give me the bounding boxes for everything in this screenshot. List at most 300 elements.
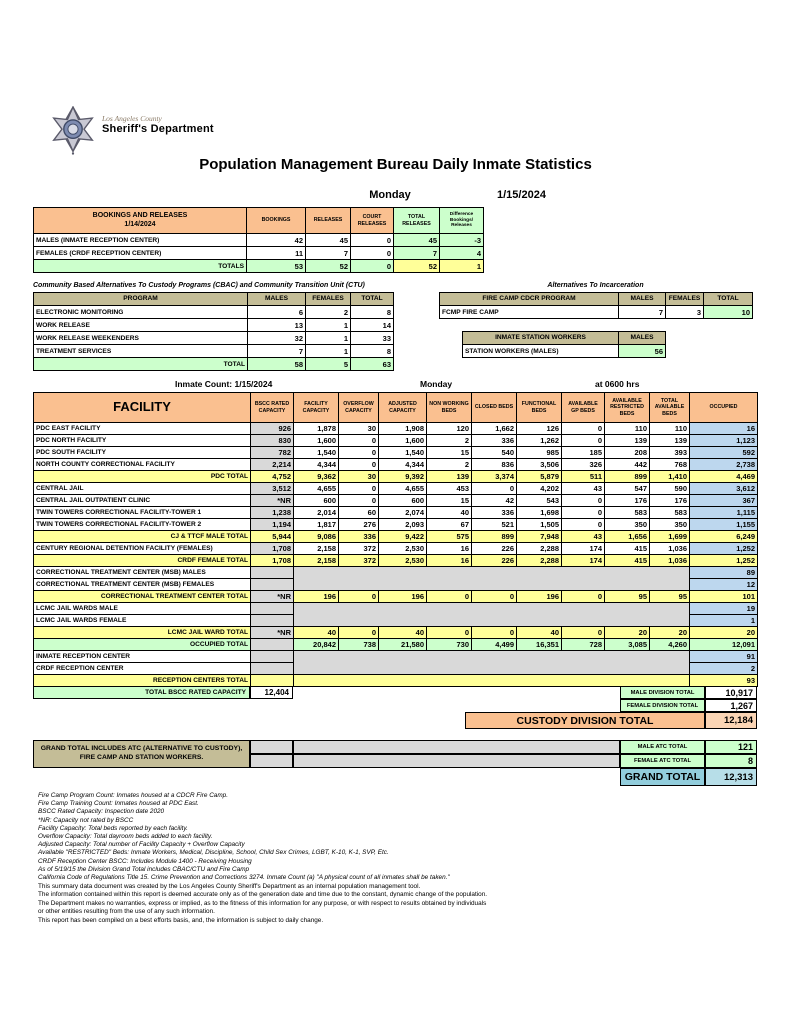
cell: INMATE RECEPTION CENTER: [34, 651, 251, 663]
cell: CENTRAL JAIL OUTPATIENT CLINIC: [34, 495, 251, 507]
cell: 60: [339, 507, 379, 519]
cell: 32: [248, 332, 306, 345]
col-functional-beds: FUNCTIONAL BEDS: [517, 393, 562, 423]
cell: 30: [339, 423, 379, 435]
cell: 1,708: [251, 543, 294, 555]
col-available-gp-beds: AVAILABLE GP BEDS: [562, 393, 605, 423]
station-workers-row-label: STATION WORKERS (MALES): [463, 345, 619, 358]
table-row: [34, 531, 758, 543]
disclaimer-line: This report has been compiled on a best efforts basis, and, the information is subject to daily change.: [38, 916, 324, 924]
table-row: [34, 543, 758, 555]
cell: 120: [427, 423, 472, 435]
cell: 0: [562, 495, 605, 507]
cell: 0: [562, 519, 605, 531]
spacer-cell: [293, 740, 620, 754]
cell: 326: [562, 459, 605, 471]
cell: 4,469: [690, 471, 758, 483]
col-total: TOTAL: [704, 293, 753, 306]
cell: TREATMENT SERVICES: [34, 345, 248, 358]
division-totals-section: [33, 686, 757, 734]
facility-table: [33, 392, 758, 687]
cell: 45: [306, 234, 351, 247]
cell: 63: [351, 358, 394, 371]
cell: 6,249: [690, 531, 758, 543]
cell: 1: [306, 319, 351, 332]
cell: 0: [562, 435, 605, 447]
cell: 5,879: [517, 471, 562, 483]
table-row: [34, 234, 484, 247]
cell: CORRECTIONAL TREATMENT CENTER (MSB) FEMALES: [34, 579, 251, 591]
cell: 43: [562, 531, 605, 543]
cell: NORTH COUNTY CORRECTIONAL FACILITY: [34, 459, 251, 471]
cell: 208: [605, 447, 650, 459]
bscc-total-value: 12,404: [250, 686, 293, 699]
female-atc-total-value: 8: [705, 754, 757, 768]
cell: 196: [379, 591, 427, 603]
cell: 7: [619, 306, 666, 319]
cell: 575: [427, 531, 472, 543]
cell: [294, 663, 690, 675]
cell: 12: [690, 579, 758, 591]
cell: 0: [339, 627, 379, 639]
col-overflow-capacity: OVERFLOW CAPACITY: [339, 393, 379, 423]
cell: 14: [351, 319, 394, 332]
cell: 93: [690, 675, 758, 687]
col-facility: FACILITY: [34, 393, 251, 423]
cell: 56: [619, 345, 666, 358]
cell: 0: [562, 423, 605, 435]
disclaimer-line: The information contained within this report is deemed accurate only as of the generation date and time due to the constant, dynamic change of the population.: [38, 891, 488, 899]
cell: 126: [517, 423, 562, 435]
cell: 30: [339, 471, 379, 483]
cell: 442: [605, 459, 650, 471]
col-total-available-beds: TOTAL AVAILABLE BEDS: [650, 393, 690, 423]
cell: 730: [427, 639, 472, 651]
col-total-releases: TOTAL RELEASES: [394, 208, 440, 234]
cell: 8: [351, 306, 394, 319]
male-atc-total-label: MALE ATC TOTAL: [620, 740, 705, 754]
cell: [251, 675, 294, 687]
cell: 226: [472, 543, 517, 555]
cell: 45: [394, 234, 440, 247]
footnote-line: CRDF Reception Center BSCC: Includes Module 1400 - Receiving Housing: [38, 857, 252, 865]
cell: 1,708: [251, 555, 294, 567]
cell: 0: [339, 459, 379, 471]
cell: 20,842: [294, 639, 339, 651]
cell: 728: [562, 639, 605, 651]
bookings-header-title: BOOKINGS AND RELEASES 1/14/2024: [34, 208, 247, 234]
cell: 40: [517, 627, 562, 639]
col-adjusted-capacity: ADJUSTED CAPACITY: [379, 393, 427, 423]
cell: 4,344: [294, 459, 339, 471]
cell: [251, 651, 294, 663]
cell: 3,374: [472, 471, 517, 483]
cell: 42: [247, 234, 306, 247]
cell: 21,580: [379, 639, 427, 651]
cell: 2,093: [379, 519, 427, 531]
cell: 110: [605, 423, 650, 435]
table-row: [34, 567, 758, 579]
cell: 20: [605, 627, 650, 639]
custody-division-total-label: CUSTODY DIVISION TOTAL: [465, 712, 705, 729]
table-row: [34, 651, 758, 663]
cell: [251, 615, 294, 627]
cell: 226: [472, 555, 517, 567]
table-row: [34, 675, 758, 687]
table-row: [34, 603, 758, 615]
col-males: MALES: [619, 293, 666, 306]
cell: 782: [251, 447, 294, 459]
cell: 16: [690, 423, 758, 435]
col-station-workers: INMATE STATION WORKERS: [463, 332, 619, 345]
col-facility-capacity: FACILITY CAPACITY: [294, 393, 339, 423]
cell: 1: [690, 615, 758, 627]
cell: 174: [562, 543, 605, 555]
grand-total-section: [33, 740, 757, 790]
cell: 3: [666, 306, 704, 319]
cell: 196: [517, 591, 562, 603]
male-division-total-label: MALE DIVISION TOTAL: [620, 686, 705, 699]
table-row: [34, 519, 758, 531]
cell: CENTURY REGIONAL DETENTION FACILITY (FEMALES): [34, 543, 251, 555]
fire-camp-row-label: FCMP FIRE CAMP: [440, 306, 619, 319]
table-row: [34, 332, 394, 345]
cell: 9,086: [294, 531, 339, 543]
male-division-total-value: 10,917: [705, 686, 757, 699]
cell: 1,656: [605, 531, 650, 543]
cell: 196: [294, 591, 339, 603]
cell: [251, 579, 294, 591]
cell: 16: [427, 543, 472, 555]
cell: 3,512: [251, 483, 294, 495]
cell: 16: [427, 555, 472, 567]
cell: 336: [472, 435, 517, 447]
cell: 2,158: [294, 543, 339, 555]
cell: 2,530: [379, 555, 427, 567]
cbac-section: [33, 282, 393, 371]
cell: 372: [339, 555, 379, 567]
cell: 415: [605, 555, 650, 567]
cell: 393: [650, 447, 690, 459]
cell: 372: [339, 543, 379, 555]
cell: 2,014: [294, 507, 339, 519]
cell: 540: [472, 447, 517, 459]
cell: [294, 579, 690, 591]
cell: 2: [690, 663, 758, 675]
cell: 4,655: [379, 483, 427, 495]
cell: 3,506: [517, 459, 562, 471]
cell: PDC NORTH FACILITY: [34, 435, 251, 447]
cell: 139: [427, 471, 472, 483]
cell: 350: [650, 519, 690, 531]
cell: 0: [339, 483, 379, 495]
cbac-title: Community Based Alternatives To Custody Programs (CBAC) and Community Transition Unit (CTU): [33, 282, 365, 289]
footnote-line: Overflow Capacity: Total dayroom beds added to each facility.: [38, 833, 213, 841]
cell: [251, 639, 294, 651]
col-total: TOTAL: [351, 293, 394, 306]
cell: 1,817: [294, 519, 339, 531]
table-row: [34, 459, 758, 471]
cell: -3: [440, 234, 484, 247]
disclaimer: [38, 883, 487, 925]
col-releases: RELEASES: [306, 208, 351, 234]
cell: 4,260: [650, 639, 690, 651]
footnote-line: Available "RESTRICTED" Beds: Inmate Workers, Medical, Discipline, School, Child Sex Crimes, LGBT, K-10, K-1, SVP, Etc.: [38, 849, 389, 857]
col-closed-beds: CLOSED BEDS: [472, 393, 517, 423]
logo-county-text: Los Angeles County: [102, 114, 162, 123]
logo-department-text: Sheriff's Department: [102, 123, 214, 135]
cell: 2,288: [517, 555, 562, 567]
cell: 33: [351, 332, 394, 345]
col-available-restricted-beds: AVAILABLE RESTRICTED BEDS: [605, 393, 650, 423]
cell: 0: [562, 507, 605, 519]
cell: 1: [306, 332, 351, 345]
cell: 1,600: [294, 435, 339, 447]
cell: 16,351: [517, 639, 562, 651]
cell: 7: [306, 247, 351, 260]
cell: 0: [427, 627, 472, 639]
cell: 1,194: [251, 519, 294, 531]
footnotes: [38, 792, 450, 882]
cell: 40: [379, 627, 427, 639]
cell: 15: [427, 495, 472, 507]
cell: [294, 615, 690, 627]
cell: 1,115: [690, 507, 758, 519]
cell: 521: [472, 519, 517, 531]
cell: 583: [605, 507, 650, 519]
cell: 1,036: [650, 555, 690, 567]
cell: 768: [650, 459, 690, 471]
table-row: [34, 591, 758, 603]
inmate-count-label: Inmate Count: 1/15/2024: [175, 379, 273, 389]
cell: 2,158: [294, 555, 339, 567]
cell: 95: [650, 591, 690, 603]
table-row: [34, 495, 758, 507]
agency-logo: [50, 106, 214, 156]
table-row: [34, 471, 758, 483]
cell: 0: [472, 483, 517, 495]
grand-total-note: GRAND TOTAL INCLUDES ATC (ALTERNATIVE TO CUSTODY), FIRE CAMP AND STATION WORKERS.: [33, 740, 250, 768]
col-court-releases: COURT RELEASES: [351, 208, 394, 234]
cell: 52: [394, 260, 440, 273]
spacer-cell: [250, 740, 293, 754]
cell: 336: [472, 507, 517, 519]
table-row: [34, 663, 758, 675]
cell: 1,252: [690, 555, 758, 567]
cell: 0: [562, 591, 605, 603]
cell: WORK RELEASE: [34, 319, 248, 332]
cell: 1,123: [690, 435, 758, 447]
footnote-line: Fire Camp Training Count: Inmates housed at PDC East.: [38, 800, 199, 808]
cell: 3,612: [690, 483, 758, 495]
cell: 1,505: [517, 519, 562, 531]
footnote-line: Fire Camp Program Count: Inmates housed at a CDCR Fire Camp.: [38, 792, 229, 799]
cell: 899: [605, 471, 650, 483]
cell: 20: [690, 627, 758, 639]
page-title: Population Management Bureau Daily Inmate Statistics: [199, 156, 592, 173]
cell: 1,036: [650, 543, 690, 555]
cell: 899: [472, 531, 517, 543]
cell: 2: [427, 435, 472, 447]
cell: 0: [339, 447, 379, 459]
alternatives-title: Alternatives To Incarceration: [547, 282, 644, 289]
cell: FEMALES (CRDF RECEPTION CENTER): [34, 247, 247, 260]
cell: 2,530: [379, 543, 427, 555]
cell: 176: [605, 495, 650, 507]
cell: [294, 603, 690, 615]
cell: 4,344: [379, 459, 427, 471]
cell: 0: [351, 234, 394, 247]
cell: 590: [650, 483, 690, 495]
cell: 1,699: [650, 531, 690, 543]
cell: 0: [427, 591, 472, 603]
female-division-total-label: FEMALE DIVISION TOTAL: [620, 699, 705, 712]
cell: 91: [690, 651, 758, 663]
cell: 2,288: [517, 543, 562, 555]
cell: 7,948: [517, 531, 562, 543]
cell: 139: [605, 435, 650, 447]
cell: 43: [562, 483, 605, 495]
cell: 11: [247, 247, 306, 260]
cell: *NR: [251, 627, 294, 639]
col-females: FEMALES: [306, 293, 351, 306]
cell: 139: [650, 435, 690, 447]
cell: 4,202: [517, 483, 562, 495]
table-row: [34, 247, 484, 260]
cell: 2,214: [251, 459, 294, 471]
col-males: MALES: [619, 332, 666, 345]
male-atc-total-value: 121: [705, 740, 757, 754]
footnote-line: Facility Capacity: Total beds reported by each facility.: [38, 824, 188, 832]
cell: PDC EAST FACILITY: [34, 423, 251, 435]
cell: WORK RELEASE WEEKENDERS: [34, 332, 248, 345]
cell: 0: [562, 627, 605, 639]
cell: [294, 567, 690, 579]
cell: 1,410: [650, 471, 690, 483]
cell: RECEPTION CENTERS TOTAL: [34, 675, 251, 687]
cell: 42: [472, 495, 517, 507]
cell: CENTRAL JAIL: [34, 483, 251, 495]
disclaimer-line: or other entities resulting from the use of any such information.: [38, 908, 215, 916]
cell: 0: [339, 591, 379, 603]
table-row: [34, 423, 758, 435]
disclaimer-line: The Department makes no warranties, express or implied, as to the fitness of this information for any purpose, or with respect to results obtained by individuals: [38, 899, 487, 907]
cell: 53: [247, 260, 306, 273]
cell: 40: [294, 627, 339, 639]
grand-total-value: 12,313: [705, 768, 757, 786]
cell: 926: [251, 423, 294, 435]
cell: 15: [427, 447, 472, 459]
cell: 6: [248, 306, 306, 319]
cell: 0: [351, 260, 394, 273]
cell: 10: [704, 306, 753, 319]
col-females: FEMALES: [666, 293, 704, 306]
cell: PDC SOUTH FACILITY: [34, 447, 251, 459]
cell: 0: [351, 247, 394, 260]
cell: OCCUPIED TOTAL: [34, 639, 251, 651]
inmate-count-time: at 0600 hrs: [595, 379, 640, 389]
table-row: [34, 435, 758, 447]
cell: [294, 651, 690, 663]
footnote-line: Adjusted Capacity: Total number of Facility Capacity + Overflow Capacity: [38, 841, 245, 849]
cell: 1,908: [379, 423, 427, 435]
col-bookings: BOOKINGS: [247, 208, 306, 234]
cell: 1,698: [517, 507, 562, 519]
table-row: [34, 579, 758, 591]
spacer-cell: [250, 754, 293, 768]
cell: CRDF RECEPTION CENTER: [34, 663, 251, 675]
cell: 367: [690, 495, 758, 507]
cell: 0: [339, 435, 379, 447]
cell: 2,074: [379, 507, 427, 519]
table-row: [34, 319, 394, 332]
cell: *NR: [251, 495, 294, 507]
female-division-total-value: 1,267: [705, 699, 757, 712]
cell: 350: [605, 519, 650, 531]
cell: 58: [248, 358, 306, 371]
col-bscc-rated-capacity: BSCC RATED CAPACITY: [251, 393, 294, 423]
cell: LCMC JAIL WARDS FEMALE: [34, 615, 251, 627]
cell: 2: [306, 306, 351, 319]
table-row: [34, 639, 758, 651]
cell: 5: [306, 358, 351, 371]
col-non-working-beds: NON WORKING BEDS: [427, 393, 472, 423]
cell: 3,085: [605, 639, 650, 651]
cell: 52: [306, 260, 351, 273]
cell: 592: [690, 447, 758, 459]
cell: PDC TOTAL: [34, 471, 251, 483]
cell: 547: [605, 483, 650, 495]
cell: MALES (INMATE RECEPTION CENTER): [34, 234, 247, 247]
sheriff-star-icon: [50, 106, 96, 156]
cell: 415: [605, 543, 650, 555]
table-row: [34, 345, 394, 358]
alternatives-section: [439, 282, 757, 358]
cell: [294, 675, 690, 687]
cell: 543: [517, 495, 562, 507]
female-atc-total-label: FEMALE ATC TOTAL: [620, 754, 705, 768]
cell: 9,422: [379, 531, 427, 543]
table-row: [34, 447, 758, 459]
bscc-total-label: TOTAL BSCC RATED CAPACITY: [33, 686, 250, 699]
cell: 1,878: [294, 423, 339, 435]
cell: 2,738: [690, 459, 758, 471]
table-row: [34, 627, 758, 639]
cell: 2: [427, 459, 472, 471]
cell: 1,600: [379, 435, 427, 447]
cell: 20: [650, 627, 690, 639]
cell: 7: [394, 247, 440, 260]
bookings-releases-table: [33, 207, 484, 273]
cell: 19: [690, 603, 758, 615]
cell: 9,362: [294, 471, 339, 483]
table-row: [34, 483, 758, 495]
cell: 738: [339, 639, 379, 651]
cell: 4: [440, 247, 484, 260]
cell: 511: [562, 471, 605, 483]
footnote-line: California Code of Regulations Title 15. Crime Prevention and Corrections 3274. Inmate Count (a) "A physical count of all inmates shall be taken.": [38, 874, 450, 882]
cell: *NR: [251, 591, 294, 603]
cell: 1: [306, 345, 351, 358]
cell: [251, 603, 294, 615]
cell: 7: [248, 345, 306, 358]
cell: CORRECTIONAL TREATMENT CENTER (MSB) MALES: [34, 567, 251, 579]
cell: TWIN TOWERS CORRECTIONAL FACILITY-TOWER 2: [34, 519, 251, 531]
cell: 13: [248, 319, 306, 332]
disclaimer-line: This summary data document was created by the Los Angeles County Sheriff's Department as an internal population management tool.: [38, 883, 421, 890]
cell: 185: [562, 447, 605, 459]
cell: CORRECTIONAL TREATMENT CENTER TOTAL: [34, 591, 251, 603]
